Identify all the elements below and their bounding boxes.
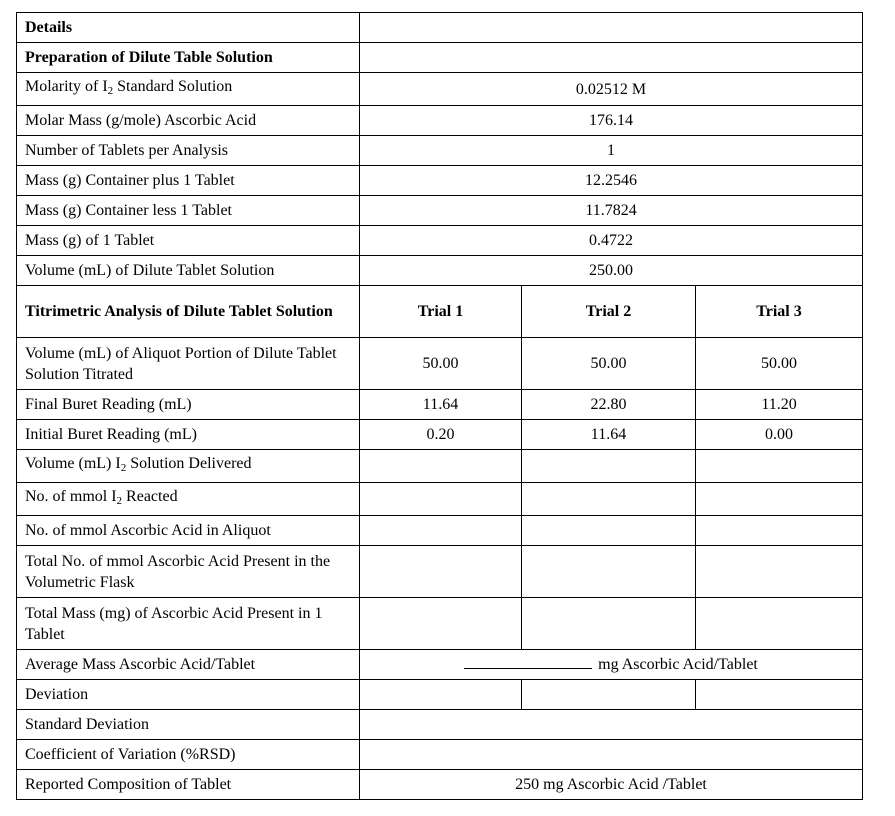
initial-buret-trial-1: 0.20 <box>360 420 522 450</box>
empty-cell <box>696 598 863 650</box>
trial-3-header: Trial 3 <box>696 286 863 338</box>
table-row <box>17 516 863 546</box>
empty-cell <box>360 43 863 73</box>
empty-cell <box>522 598 696 650</box>
table-row <box>17 680 863 710</box>
table-row <box>17 13 863 43</box>
mass-plus-label: Mass (g) Container plus 1 Tablet <box>17 166 360 196</box>
molarity-value: 0.02512 M <box>360 73 863 106</box>
aliquot-trial-3: 50.00 <box>696 338 863 390</box>
empty-cell <box>522 546 696 598</box>
total-mass-label: Total Mass (mg) of Ascorbic Acid Present in 1 Tablet <box>17 598 360 650</box>
empty-cell <box>696 450 863 483</box>
total-mmol-label: Total No. of mmol Ascorbic Acid Present in the Volumetric Flask <box>17 546 360 598</box>
trial-1-header: Trial 1 <box>360 286 522 338</box>
num-tablets-label: Number of Tablets per Analysis <box>17 136 360 166</box>
empty-cell <box>522 680 696 710</box>
empty-cell <box>360 598 522 650</box>
mmol-i2-label: No. of mmol $I_2$ Reacted <box>17 483 360 516</box>
aliquot-trial-2: 50.00 <box>522 338 696 390</box>
volume-dilute-value: 250.00 <box>360 256 863 286</box>
aliquot-label: Volume (mL) of Aliquot Portion of Dilute Tablet Solution Titrated <box>17 338 360 390</box>
molarity-label: Molarity of $I_2$ Standard Solution <box>17 73 360 106</box>
table-row <box>17 390 863 420</box>
table-row <box>17 483 863 516</box>
table-row <box>17 196 863 226</box>
final-buret-trial-1: 11.64 <box>360 390 522 420</box>
table-row <box>17 338 863 390</box>
reported-composition-value: 250 mg Ascorbic Acid /Tablet <box>360 770 863 800</box>
empty-cell <box>696 546 863 598</box>
aliquot-trial-1: 50.00 <box>360 338 522 390</box>
empty-cell <box>360 516 522 546</box>
final-buret-trial-3: 11.20 <box>696 390 863 420</box>
empty-cell <box>522 483 696 516</box>
titrimetric-heading: Titrimetric Analysis of Dilute Tablet Solution <box>17 286 360 338</box>
mass-tablet-label: Mass (g) of 1 Tablet <box>17 226 360 256</box>
volume-dilute-label: Volume (mL) of Dilute Tablet Solution <box>17 256 360 286</box>
table-row <box>17 770 863 800</box>
standard-deviation-label: Standard Deviation <box>17 710 360 740</box>
empty-cell <box>360 680 522 710</box>
initial-buret-trial-3: 0.00 <box>696 420 863 450</box>
initial-buret-label: Initial Buret Reading (mL) <box>17 420 360 450</box>
reported-composition-label: Reported Composition of Tablet <box>17 770 360 800</box>
average-mass-label: Average Mass Ascorbic Acid/Tablet <box>17 650 360 680</box>
coefficient-variation-label: Coefficient of Variation (%RSD) <box>17 740 360 770</box>
empty-cell <box>696 680 863 710</box>
mass-less-label: Mass (g) Container less 1 Tablet <box>17 196 360 226</box>
mass-plus-value: 12.2546 <box>360 166 863 196</box>
table-row <box>17 710 863 740</box>
molar-mass-value: 176.14 <box>360 106 863 136</box>
answer-blank <box>464 654 592 669</box>
final-buret-label: Final Buret Reading (mL) <box>17 390 360 420</box>
mass-tablet-value: 0.4722 <box>360 226 863 256</box>
table-row <box>17 450 863 483</box>
table-row <box>17 256 863 286</box>
table-row <box>17 226 863 256</box>
average-mass-unit: mg Ascorbic Acid/Tablet <box>598 656 758 673</box>
empty-cell <box>360 450 522 483</box>
empty-cell <box>360 740 863 770</box>
table-row <box>17 420 863 450</box>
table-row <box>17 286 863 338</box>
table-row <box>17 136 863 166</box>
table-row <box>17 546 863 598</box>
preparation-heading: Preparation of Dilute Table Solution <box>17 43 360 73</box>
table-row <box>17 598 863 650</box>
table-row <box>17 740 863 770</box>
table-row <box>17 650 863 680</box>
num-tablets-value: 1 <box>360 136 863 166</box>
empty-cell <box>360 483 522 516</box>
empty-cell <box>696 483 863 516</box>
empty-cell <box>522 516 696 546</box>
table-row <box>17 73 863 106</box>
trial-2-header: Trial 2 <box>522 286 696 338</box>
empty-cell <box>696 516 863 546</box>
mass-less-value: 11.7824 <box>360 196 863 226</box>
volume-i2-label: Volume (mL) $I_2$ Solution Delivered <box>17 450 360 483</box>
initial-buret-trial-2: 11.64 <box>522 420 696 450</box>
final-buret-trial-2: 22.80 <box>522 390 696 420</box>
titration-data-table <box>16 12 863 800</box>
empty-cell <box>360 13 863 43</box>
empty-cell <box>522 450 696 483</box>
table-row <box>17 43 863 73</box>
molar-mass-label: Molar Mass (g/mole) Ascorbic Acid <box>17 106 360 136</box>
average-mass-cell <box>360 650 863 680</box>
empty-cell <box>360 710 863 740</box>
deviation-label: Deviation <box>17 680 360 710</box>
table-row <box>17 166 863 196</box>
table-row <box>17 106 863 136</box>
empty-cell <box>360 546 522 598</box>
details-heading: Details <box>17 13 360 43</box>
mmol-ascorbic-label: No. of mmol Ascorbic Acid in Aliquot <box>17 516 360 546</box>
